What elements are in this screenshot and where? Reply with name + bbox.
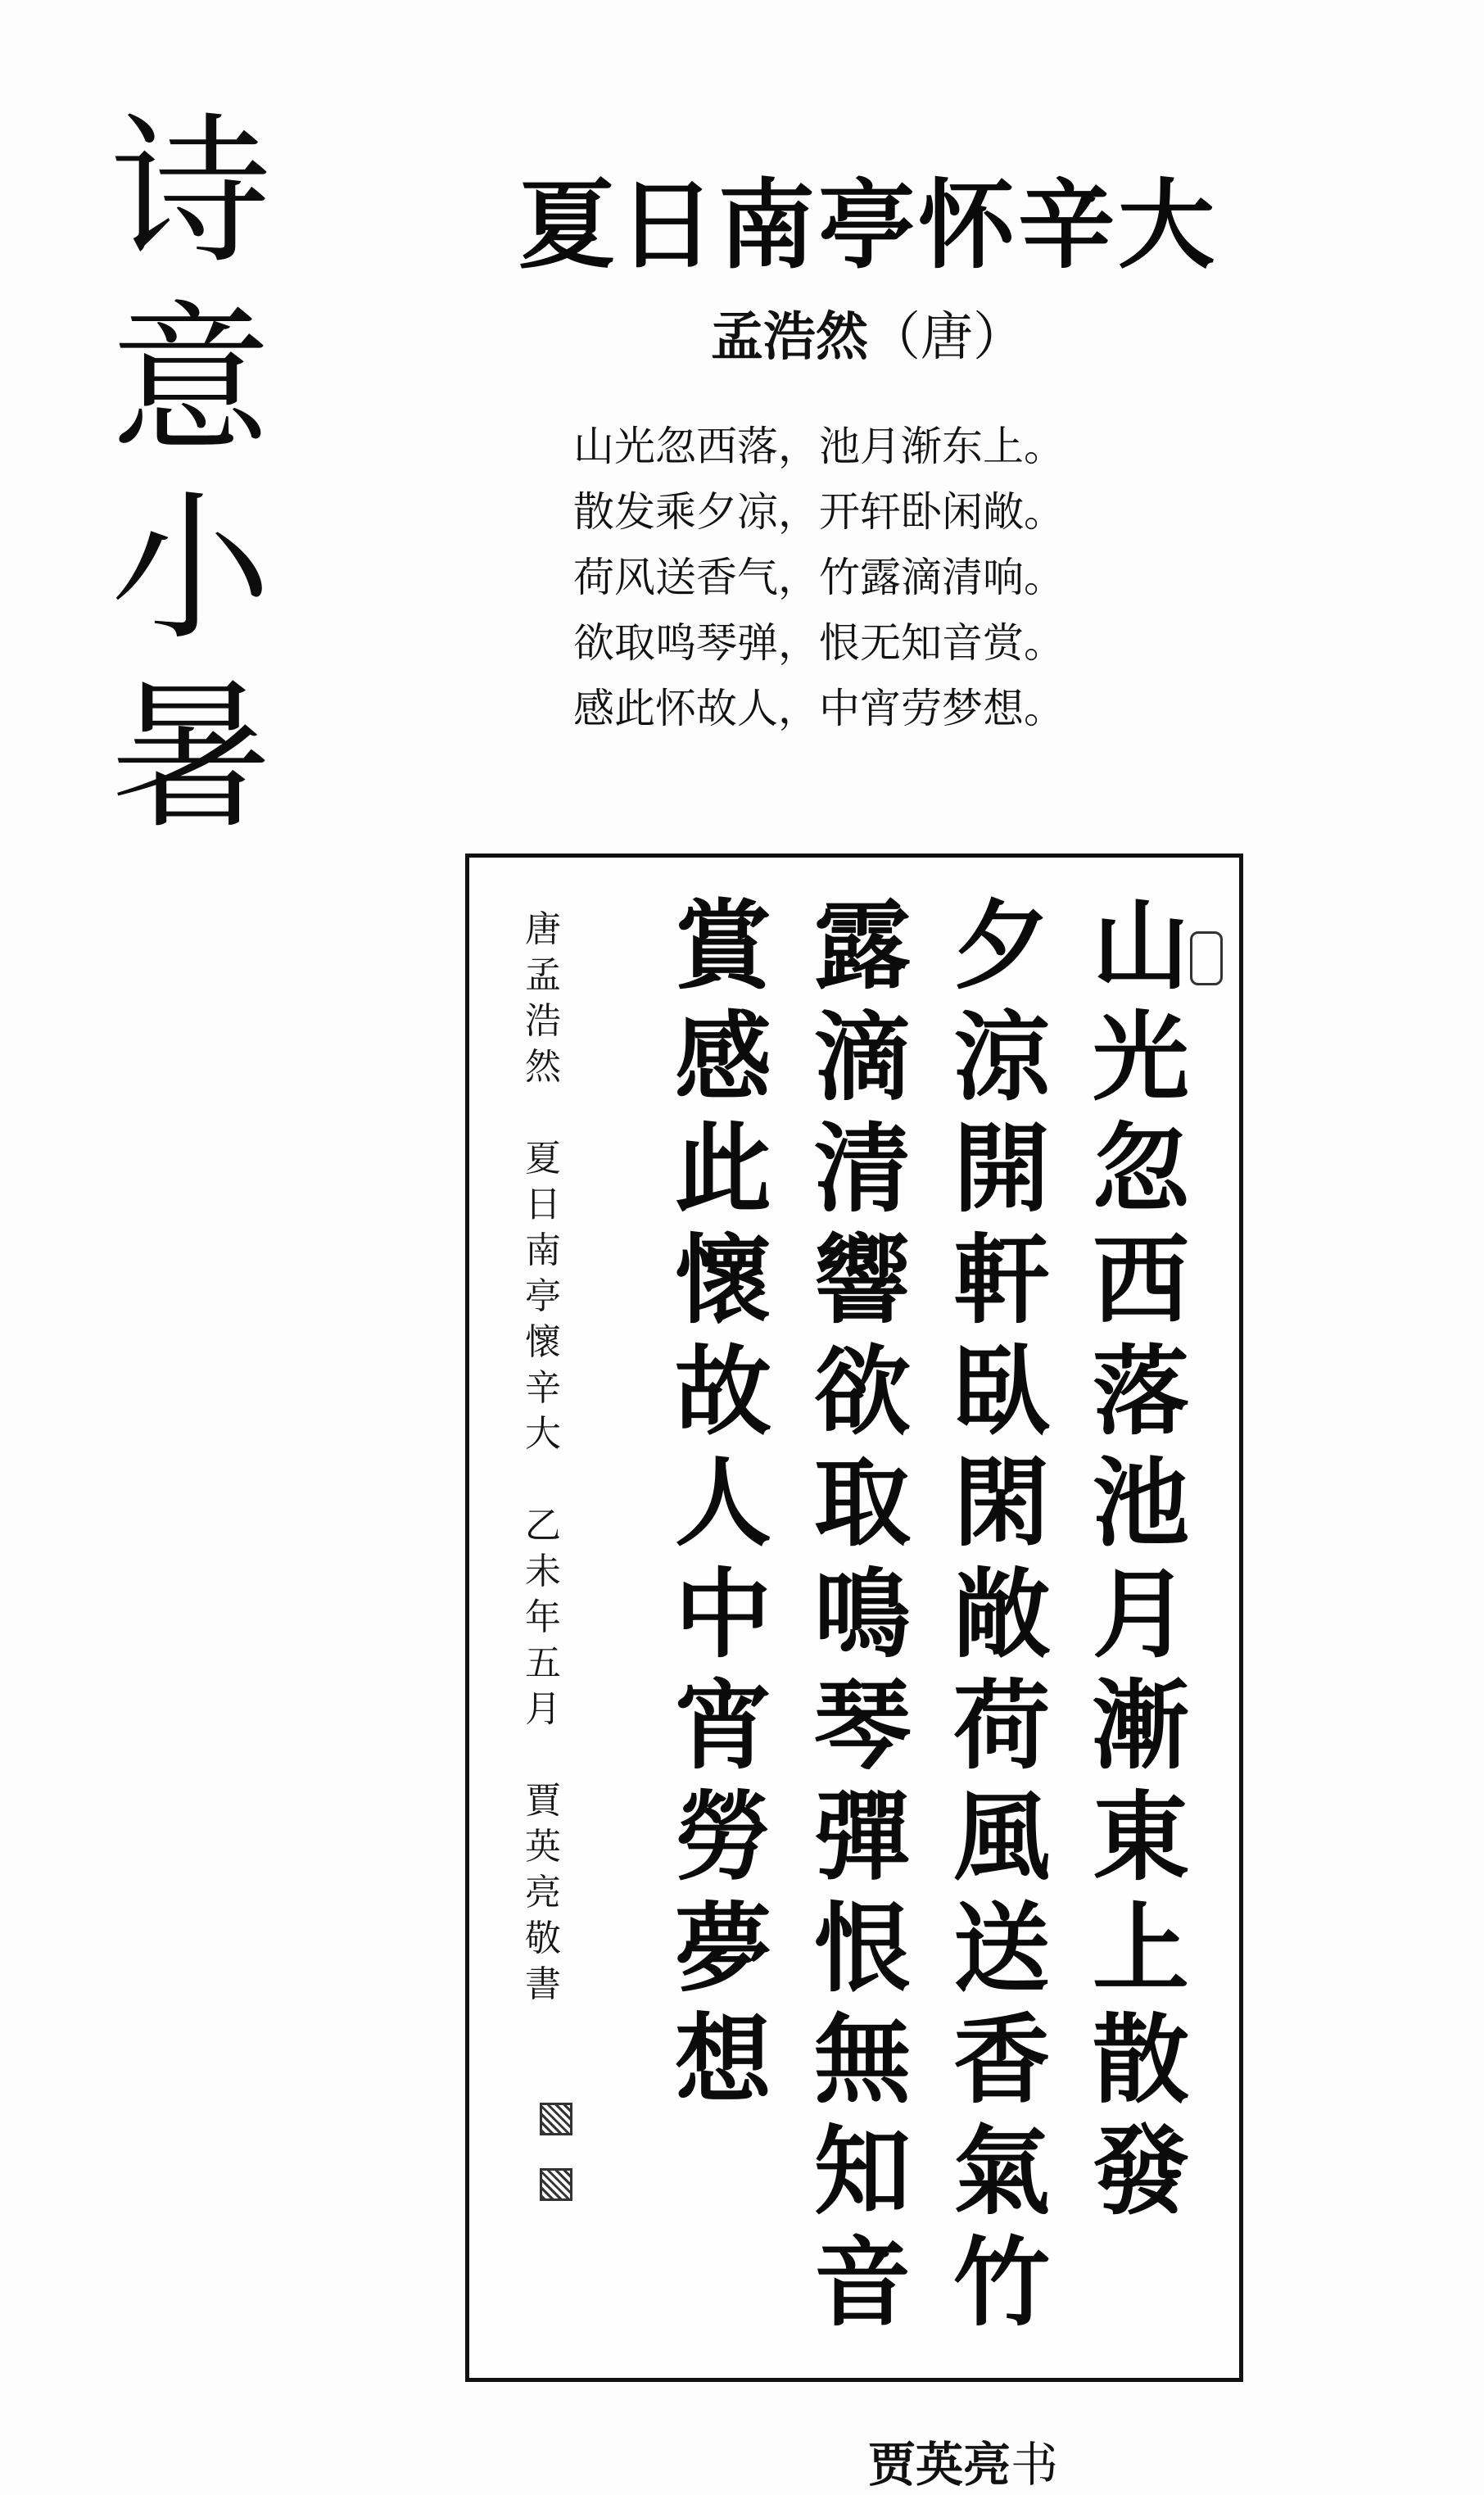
poem-author-line <box>573 295 1163 370</box>
inscription-char: 月 <box>525 1688 561 1730</box>
calligraphy-char: 恨 <box>813 1891 911 2005</box>
poem-dynasty: （唐） <box>868 307 1025 368</box>
calligraphy-char: 彈 <box>813 1780 911 1894</box>
calligraphy-column <box>944 890 1059 2339</box>
calligraphy-char: 取 <box>813 1446 911 1560</box>
calligraphy-char: 散 <box>1092 2003 1189 2117</box>
poem-title: 夏日南亭怀辛大 <box>518 168 1218 282</box>
inscription-char: 書 <box>525 1963 561 2005</box>
side-title <box>97 98 285 852</box>
calligraphy-char: 夕 <box>952 889 1050 1003</box>
calligraphy-char: 臥 <box>952 1334 1050 1448</box>
calligraphy-column <box>805 890 920 2339</box>
calligraphy-char: 懷 <box>674 1223 771 1337</box>
poem-line: 欲取鸣琴弹，恨无知音赏。 <box>573 619 1065 667</box>
calligrapher-credit <box>868 2426 1196 2495</box>
calligraphy-char: 池 <box>1092 1446 1189 1560</box>
poem-line: 山光忽西落，池月渐东上。 <box>573 423 1065 470</box>
calligraphy-char: 響 <box>813 1223 911 1337</box>
calligraphy-char: 東 <box>1092 1780 1189 1894</box>
calligraphy-char: 忽 <box>1092 1112 1189 1225</box>
calligraphy-char: 賞 <box>674 889 771 1003</box>
calligraphy-char: 軒 <box>952 1223 1050 1337</box>
calligraphy-frame <box>465 854 1243 2382</box>
calligraphy-char: 夢 <box>674 1891 771 2005</box>
calligraphy-char: 人 <box>674 1446 771 1560</box>
calligraphy-char: 涼 <box>952 1000 1050 1114</box>
calligraphy-inscription <box>518 907 568 2008</box>
calligraphy-char: 閑 <box>952 1446 1050 1560</box>
calligraphy-char: 竹 <box>952 2226 1050 2339</box>
inscription-char: 辛 <box>525 1367 561 1409</box>
calligraphy-char: 西 <box>1092 1223 1189 1337</box>
calligraphy-char: 氣 <box>952 2114 1050 2228</box>
poem-author: 孟浩然 <box>711 307 868 368</box>
side-title-char: 意 <box>110 288 271 474</box>
calligraphy-char: 發 <box>1092 2114 1189 2228</box>
calligraphy-char: 山 <box>1092 889 1189 1003</box>
calligraphy-char: 露 <box>813 889 911 1003</box>
inscription-char: 英 <box>525 1826 561 1868</box>
calligraphy-column <box>1084 890 1198 2227</box>
calligraphy-char: 上 <box>1092 1891 1189 2005</box>
calligraphy-char: 落 <box>1092 1334 1189 1448</box>
calligraphy-char: 鳴 <box>813 1557 911 1671</box>
calligraphy-char: 宵 <box>674 1669 771 1782</box>
inscription-char: 乙 <box>525 1505 561 1546</box>
poem-line: 散发乘夕凉，开轩卧闲敞。 <box>573 488 1065 536</box>
poem-line: 感此怀故人，中宵劳梦想。 <box>573 685 1065 732</box>
calligraphy-char: 月 <box>1092 1557 1189 1671</box>
calligraphy-char: 送 <box>952 1891 1050 2005</box>
calligraphy-char: 故 <box>674 1334 771 1448</box>
calligraphy-char: 開 <box>952 1112 1050 1225</box>
side-title-char: 暑 <box>110 664 271 851</box>
calligraphy-char: 風 <box>952 1780 1050 1894</box>
inscription-char: 夏 <box>525 1138 561 1180</box>
inscription-char <box>518 1457 568 1503</box>
inscription-char: 年 <box>525 1596 561 1638</box>
calligraphy-char: 想 <box>674 2003 771 2117</box>
calligraphy-char: 香 <box>952 2003 1050 2117</box>
inscription-char: 大 <box>525 1413 561 1455</box>
calligraphy-char: 光 <box>1092 1000 1189 1114</box>
calligraphy-char: 勞 <box>674 1780 771 1894</box>
inscription-char: 日 <box>525 1184 561 1225</box>
seal-icon <box>540 2103 572 2135</box>
inscription-char: 唐 <box>525 908 561 950</box>
calligrapher-suffix: 书 <box>1011 2437 1059 2493</box>
inscription-char: 敬 <box>525 1918 561 1959</box>
inscription-char: 賈 <box>525 1780 561 1822</box>
calligraphy-char: 音 <box>813 2226 911 2339</box>
calligraphy-char: 感 <box>674 1000 771 1114</box>
calligraphy-char: 漸 <box>1092 1669 1189 1782</box>
calligraphy-char: 無 <box>813 2003 911 2117</box>
inscription-char <box>518 1090 568 1136</box>
inscription-char: 孟 <box>525 954 561 996</box>
calligraphy-char: 滴 <box>813 1000 911 1114</box>
inscription-char: 未 <box>525 1551 561 1592</box>
inscription-char: 南 <box>525 1229 561 1271</box>
calligrapher-name: 贾英亮 <box>868 2437 1011 2493</box>
calligraphy-char: 中 <box>674 1557 771 1671</box>
inscription-char: 然 <box>525 1046 561 1088</box>
calligraphy-char: 知 <box>813 2114 911 2228</box>
poem-text <box>573 414 1196 741</box>
poem-line: 荷风送香气，竹露滴清响。 <box>573 554 1065 601</box>
inscription-char: 亮 <box>525 1872 561 1913</box>
side-title-char: 诗 <box>110 99 271 286</box>
inscription-char <box>518 1732 568 1778</box>
calligraphy-work <box>469 858 1239 2378</box>
calligraphy-char: 清 <box>813 1112 911 1225</box>
inscription-char: 五 <box>525 1642 561 1684</box>
inscription-char: 懷 <box>525 1321 561 1363</box>
inscription-char: 浩 <box>525 1000 561 1042</box>
side-title-char: 小 <box>110 476 271 663</box>
calligraphy-char: 欲 <box>813 1334 911 1448</box>
seal-icon <box>540 2168 572 2201</box>
calligraphy-char: 此 <box>674 1112 771 1225</box>
calligraphy-char: 敞 <box>952 1557 1050 1671</box>
calligraphy-char: 琴 <box>813 1669 911 1782</box>
inscription-char: 亭 <box>525 1275 561 1317</box>
calligraphy-column <box>666 890 780 2116</box>
calligraphy-char: 荷 <box>952 1669 1050 1782</box>
